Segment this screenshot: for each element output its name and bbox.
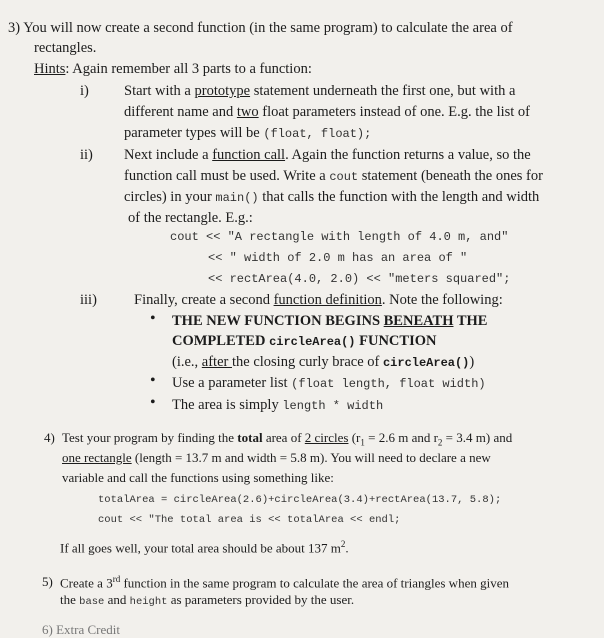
q4-line1: Test your program by finding the total area of 2 circles ($r_1 = 2.6$ m and $r_2 = 3.4$ m) and: [62, 430, 513, 448]
q3-i-line2: different name and two float parameters instead of one. E.g. the list of: [124, 104, 531, 120]
q4-result: If all goes well, your total area should be about 137 $m^2$.: [60, 539, 349, 556]
q5-line2: the base and height as parameters provided by the user.: [60, 592, 355, 608]
q4-number: 4): [44, 430, 55, 445]
q3-iii-bullet1-line1: THE NEW FUNCTION BEGINS BENEATH THE: [172, 313, 488, 329]
bullet-icon: •: [150, 310, 156, 327]
q3-iii-line1: Finally, create a second function definition. Note the following:: [134, 292, 503, 308]
q4-code-line2: cout << "The total area is << totalArea << endl;: [98, 514, 401, 526]
q4-line2: one rectangle (length = 13.7 m and width = 5.8 m). You will need to declare a new: [62, 450, 491, 465]
q3-i-line3: parameter types will be (float, float);: [124, 125, 372, 141]
q3-iii-bullet1-line2: COMPLETED circleArea() FUNCTION: [172, 333, 437, 349]
bullet-icon: •: [150, 372, 156, 389]
q3-iii-number: iii): [80, 292, 97, 308]
q3-header: [8, 20, 513, 37]
q3-i-line1: Start with a prototype statement underneath the first one, but with a: [124, 83, 516, 99]
q3-hints: Hints: Again remember all 3 parts to a function:: [34, 61, 312, 77]
q4-line3: variable and call the functions using something like:: [62, 470, 334, 485]
q3-code-line2: << " width of 2.0 m has an area of ": [208, 251, 468, 265]
q3-code-line1: cout << "A rectangle with length of 4.0 m, and": [170, 230, 509, 244]
bullet-icon: •: [150, 394, 156, 411]
q3-iii-bullet3: The area is simply length * width: [172, 397, 384, 413]
q3-ii-line4: of the rectangle. E.g.:: [128, 210, 253, 226]
q3-iii-bullet2: Use a parameter list (float length, float width): [172, 375, 486, 391]
q3-ii-line1: Next include a function call. Again the function returns a value, so the: [124, 147, 531, 163]
q3-ii-line3: circles) in your main() that calls the function with the length and width: [124, 189, 540, 205]
q3-code-line3: << rectArea(4.0, 2.0) << "meters squared";: [208, 272, 511, 286]
q5-number: 5): [42, 574, 53, 589]
q3-line2: rectangles.: [34, 40, 97, 56]
q3-ii-number: ii): [80, 147, 93, 163]
q6-cutoff: 6) Extra Credit: [42, 622, 120, 637]
q3-line1: You will now create a second function (in the same program) to calculate the area of: [23, 20, 513, 36]
q3-ii-line2: function call must be used. Write a cout statement (beneath the ones for: [124, 168, 543, 184]
q3-i-number: i): [80, 83, 89, 99]
hints-label: Hints: [34, 61, 66, 77]
q4-code-line1: totalArea = circleArea(2.6)+circleArea(3.4)+rectArea(13.7, 5.8);: [98, 494, 502, 506]
q3-iii-bullet1-line3: (i.e., after the closing curly brace of circleArea()): [172, 354, 475, 370]
q3-number: 3): [8, 20, 21, 36]
q5-line1: Create a 3rd function in the same program to calculate the area of triangles when given: [60, 574, 509, 591]
